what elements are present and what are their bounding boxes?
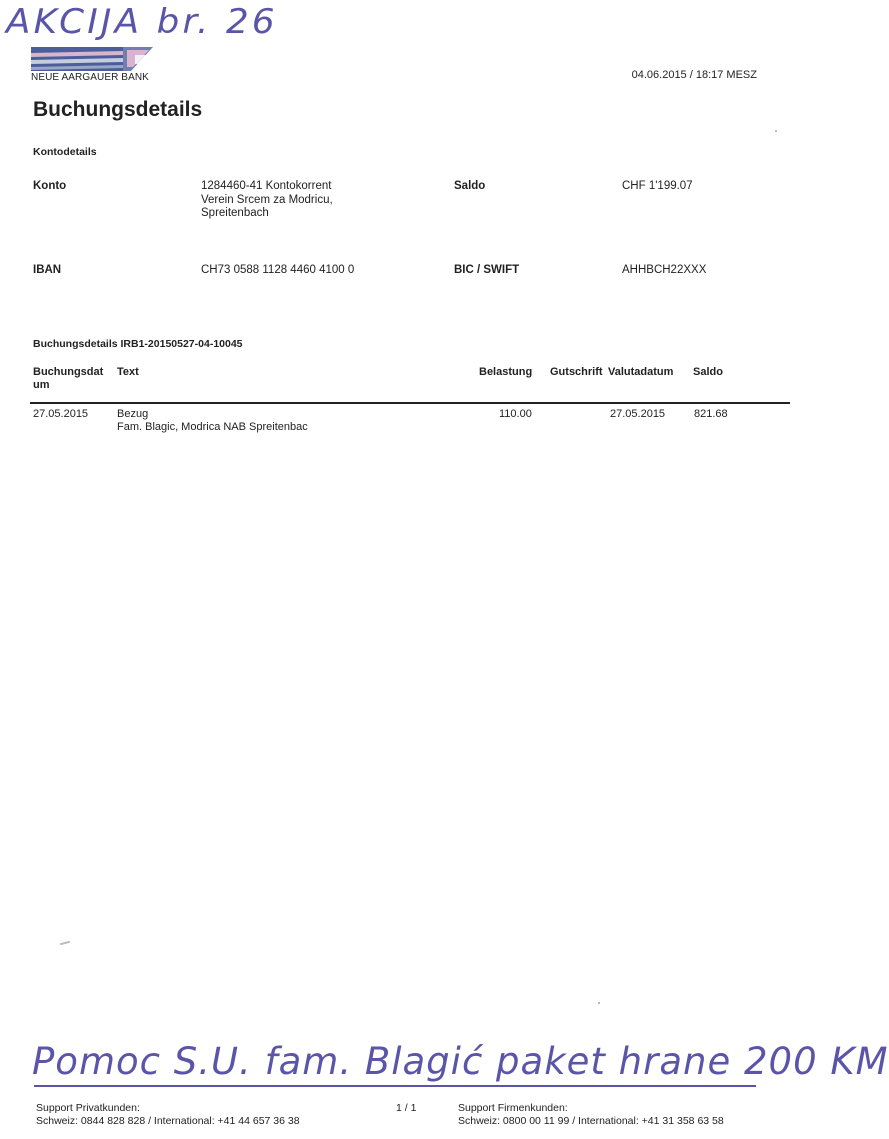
account-section-title: Kontodetails: [33, 146, 97, 158]
col-header-debit: Belastung: [479, 366, 533, 378]
footer-private-support: [36, 1102, 300, 1128]
page-number: 1 / 1: [396, 1102, 417, 1114]
footer-private-title: Support Privatkunden:: [36, 1102, 140, 1114]
booking-section-title: Buchungsdetails IRB1-20150527-04-10045: [33, 338, 243, 350]
footer-business-title: Support Firmenkunden:: [458, 1102, 568, 1114]
bank-name: NEUE AARGAUER BANK: [31, 72, 149, 83]
iban-label: IBAN: [33, 264, 62, 276]
scan-speck: [775, 130, 777, 132]
row-debit: 110.00: [499, 408, 532, 420]
col-header-credit: Gutschrift: [550, 366, 603, 378]
iban-value: CH73 0588 1128 4460 4100 0: [201, 264, 355, 276]
row-text-line2: Fam. Blagic, Modrica NAB Spreitenbac: [117, 421, 308, 433]
handwritten-aid-note: Pomoc S.U. fam. Blagić paket hrane 200 KM: [32, 1040, 889, 1083]
saldo-label: Saldo: [454, 180, 486, 192]
konto-line: 1284460-41 Kontokorrent: [201, 180, 332, 192]
footer-business-support: [458, 1102, 724, 1128]
handwritten-underline: [34, 1085, 756, 1087]
table-header-rule: [30, 402, 790, 404]
row-value-date: 27.05.2015: [610, 408, 666, 420]
saldo-value: CHF 1'199.07: [622, 180, 693, 192]
col-header-value-date: Valutadatum: [608, 366, 674, 378]
bic-label: BIC / SWIFT: [454, 264, 520, 276]
col-header-text: Text: [117, 366, 139, 378]
table-row: [0, 407, 800, 437]
handwritten-campaign-note: AKCIJA br. 26: [6, 2, 278, 42]
konto-line: Spreitenbach: [201, 207, 269, 219]
scan-speck: [598, 1002, 600, 1004]
row-text-line1: Bezug: [117, 408, 149, 420]
konto-line: Verein Srcem za Modricu,: [201, 193, 333, 206]
col-header-date-line2: um: [33, 379, 50, 391]
row-text: [117, 408, 308, 434]
page-title: Buchungsdetails: [33, 98, 203, 121]
bic-value: AHHBCH22XXX: [622, 264, 707, 276]
bank-logo-stripes-icon: [31, 47, 153, 71]
row-balance: 821.68: [694, 408, 728, 420]
konto-value: [201, 180, 333, 221]
footer-business-contact: Schweiz: 0800 00 11 99 / International: +41 31 358 63 58: [458, 1115, 724, 1127]
row-date: 27.05.2015: [33, 408, 89, 420]
print-datetime: 04.06.2015 / 18:17 MESZ: [631, 69, 757, 81]
konto-label: Konto: [33, 180, 67, 192]
col-header-balance: Saldo: [693, 366, 723, 378]
col-header-date: [33, 366, 103, 392]
footer-private-contact: Schweiz: 0844 828 828 / International: +41 44 657 36 38: [36, 1115, 300, 1127]
scan-speck: [60, 941, 70, 946]
col-header-date-line1: Buchungsdat: [33, 366, 104, 378]
